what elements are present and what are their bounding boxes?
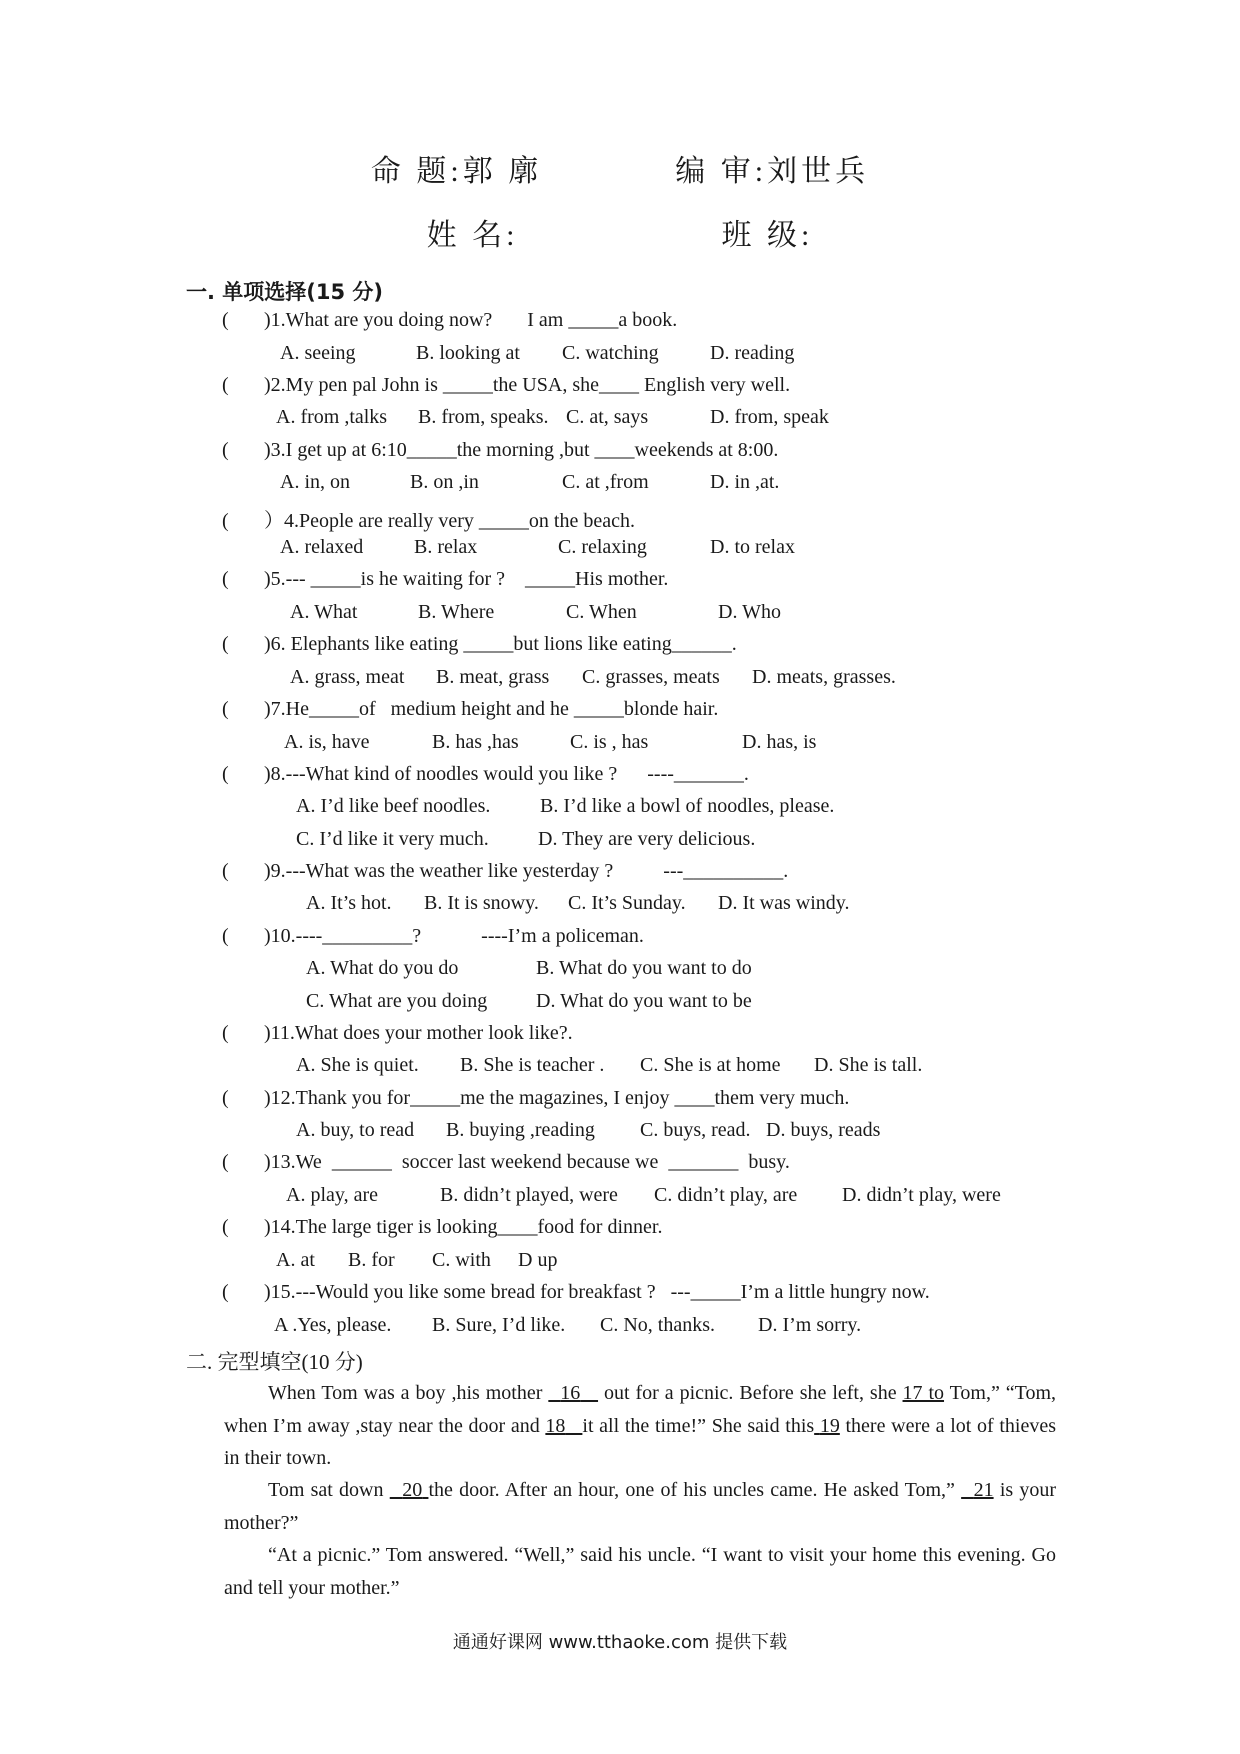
q3-option-b: B. on ,in — [410, 471, 479, 493]
header-line-1 — [0, 146, 1240, 190]
q7-option-a: A. is, have — [284, 731, 370, 753]
q2-option-a: A. from ,talks — [276, 406, 388, 428]
q12-option-a: A. buy, to read — [296, 1119, 415, 1141]
question-2: ( )2.My pen pal John is _____the USA, she____ English very well. — [222, 374, 791, 396]
blank-20: 20 — [402, 1479, 423, 1501]
q1-option-a: A. seeing — [280, 342, 356, 364]
q8-option-c: C. I’d like it very much. — [296, 828, 489, 850]
question-10: ( )10.----_________? ----I’m a policeman. — [222, 925, 644, 947]
q10-option-b: B. What do you want to do — [536, 957, 752, 979]
question-11: ( )11.What does your mother look like?. — [222, 1022, 573, 1044]
q10-option-c: C. What are you doing — [306, 990, 488, 1012]
blank-21: 21 — [973, 1479, 994, 1501]
q12-option-c: C. buys, read. — [640, 1119, 751, 1141]
blank-16: 16 — [560, 1382, 581, 1404]
q11-option-c: C. She is at home — [640, 1054, 781, 1076]
q11-option-b: B. She is teacher . — [460, 1054, 605, 1076]
question-7: ( )7.He_____of medium height and he _____blonde hair. — [222, 698, 719, 720]
q7-option-b: B. has ,has — [432, 731, 519, 753]
blank-18: 18 — [545, 1414, 566, 1437]
q4-option-b: B. relax — [414, 536, 478, 558]
q8-option-a: A. I’d like beef noodles. — [296, 795, 491, 817]
q12-option-b: B. buying ,reading — [446, 1119, 595, 1141]
q9-option-a: A. It’s hot. — [306, 892, 392, 914]
question-9: ( )9.---What was the weather like yesterday ? ---__________. — [222, 860, 789, 882]
q3-option-a: A. in, on — [280, 471, 350, 493]
q2-option-c: C. at, says — [566, 406, 649, 428]
q4-option-d: D. to relax — [710, 536, 795, 558]
q6-option-a: A. grass, meat — [290, 666, 405, 688]
footer-credit: 通通好课网 www.tthaoke.com 提供下载 — [452, 1632, 788, 1653]
q11-option-d: D. She is tall. — [814, 1054, 923, 1076]
q7-option-d: D. has, is — [742, 731, 817, 753]
q9-option-c: C. It’s Sunday. — [568, 892, 686, 914]
q1-option-b: B. looking at — [416, 342, 520, 364]
header-line-2 — [0, 210, 1240, 254]
q2-option-d: D. from, speak — [710, 406, 829, 428]
q6-option-b: B. meat, grass — [436, 666, 550, 688]
q4-option-c: C. relaxing — [558, 536, 647, 558]
q5-option-c: C. When — [566, 601, 637, 623]
q12-option-d: D. buys, reads — [766, 1119, 881, 1141]
q6-option-c: C. grasses, meats — [582, 666, 720, 688]
q5-option-b: B. Where — [418, 601, 495, 623]
q3-option-c: C. at ,from — [562, 471, 649, 493]
q6-option-d: D. meats, grasses. — [752, 666, 896, 688]
q1-option-d: D. reading — [710, 342, 795, 364]
question-5: ( )5.--- _____is he waiting for ? _____His mother. — [222, 568, 669, 590]
blank-17: 17 to — [902, 1382, 945, 1404]
question-12: ( )12.Thank you for_____me the magazines, I enjoy ____them very much. — [222, 1087, 850, 1109]
q14-option-c: C. with — [432, 1249, 491, 1271]
q11-option-a: A. She is quiet. — [296, 1054, 419, 1076]
question-14: ( )14.The large tiger is looking____food for dinner. — [222, 1216, 663, 1238]
question-3: ( )3.I get up at 6:10_____the morning ,but ____weekends at 8:00. — [222, 439, 779, 461]
cloze-paragraph-1: When Tom was a boy ,his mother 16 out for a picnic. Before she left, she 17 to Tom,” “Tom, when I’m away ,stay near the door and 18 it all the time!” She said this 19 there were a lot of thieves in their town. — [224, 1382, 1057, 1469]
q5-option-d: D. Who — [718, 601, 781, 623]
q8-option-d: D. They are very delicious. — [538, 828, 756, 850]
q13-option-a: A. play, are — [286, 1184, 378, 1206]
q13-option-d: D. didn’t play, were — [842, 1184, 1001, 1206]
question-8: ( )8.---What kind of noodles would you like ? ----_______. — [222, 763, 749, 785]
blank-19: 19 — [819, 1414, 840, 1437]
q15-option-a: A .Yes, please. — [274, 1314, 392, 1336]
q7-option-c: C. is , has — [570, 731, 649, 753]
cloze-paragraph-2: Tom sat down 20 the door. After an hour, one of his uncles came. He asked Tom,” 21 is your mother?” — [224, 1479, 1057, 1534]
name-label: 姓 名: — [426, 219, 519, 252]
section1-title: 一. 单项选择(15 分) — [186, 280, 384, 304]
q8-option-b: B. I’d like a bowl of noodles, please. — [540, 795, 835, 817]
cloze-paragraph-3: “At a picnic.” Tom answered. “Well,” said his uncle. “I want to visit your home this evening. Go and tell your mother.” — [224, 1544, 1056, 1599]
q10-option-d: D. What do you want to be — [536, 990, 752, 1012]
q15-option-b: B. Sure, I’d like. — [432, 1314, 566, 1336]
author-label: 命 题:郭 廓 — [370, 155, 543, 188]
question-1: ( )1.What are you doing now? I am _____a book. — [222, 309, 678, 331]
q9-option-b: B. It is snowy. — [424, 892, 539, 914]
question-15: ( )15.---Would you like some bread for breakfast ? ---_____I’m a little hungry now. — [222, 1281, 930, 1303]
reviewer-label: 编 审:刘世兵 — [675, 155, 870, 188]
q4-option-a: A. relaxed — [280, 536, 364, 558]
q14-option-a: A. at — [276, 1249, 315, 1271]
q13-option-c: C. didn’t play, are — [654, 1184, 798, 1206]
q14-option-b: B. for — [348, 1249, 395, 1271]
question-13: ( )13.We ______ soccer last weekend because we _______ busy. — [222, 1151, 790, 1173]
q2-option-b: B. from, speaks. — [418, 406, 549, 428]
section2-title: 二. 完型填空(10 分) — [186, 1350, 363, 1374]
q10-option-a: A. What do you do — [306, 957, 459, 979]
q15-option-c: C. No, thanks. — [600, 1314, 715, 1336]
class-label: 班 级: — [721, 219, 814, 252]
q5-option-a: A. What — [290, 601, 358, 623]
q15-option-d: D. I’m sorry. — [758, 1314, 862, 1336]
q13-option-b: B. didn’t played, were — [440, 1184, 618, 1206]
question-6: ( )6. Elephants like eating _____but lions like eating______. — [222, 633, 737, 655]
q14-option-d: D up — [518, 1249, 558, 1271]
q1-option-c: C. watching — [562, 342, 659, 364]
question-4: ( ）4.People are really very _____on the beach. — [222, 510, 635, 532]
q3-option-d: D. in ,at. — [710, 471, 780, 493]
q9-option-d: D. It was windy. — [718, 892, 850, 914]
